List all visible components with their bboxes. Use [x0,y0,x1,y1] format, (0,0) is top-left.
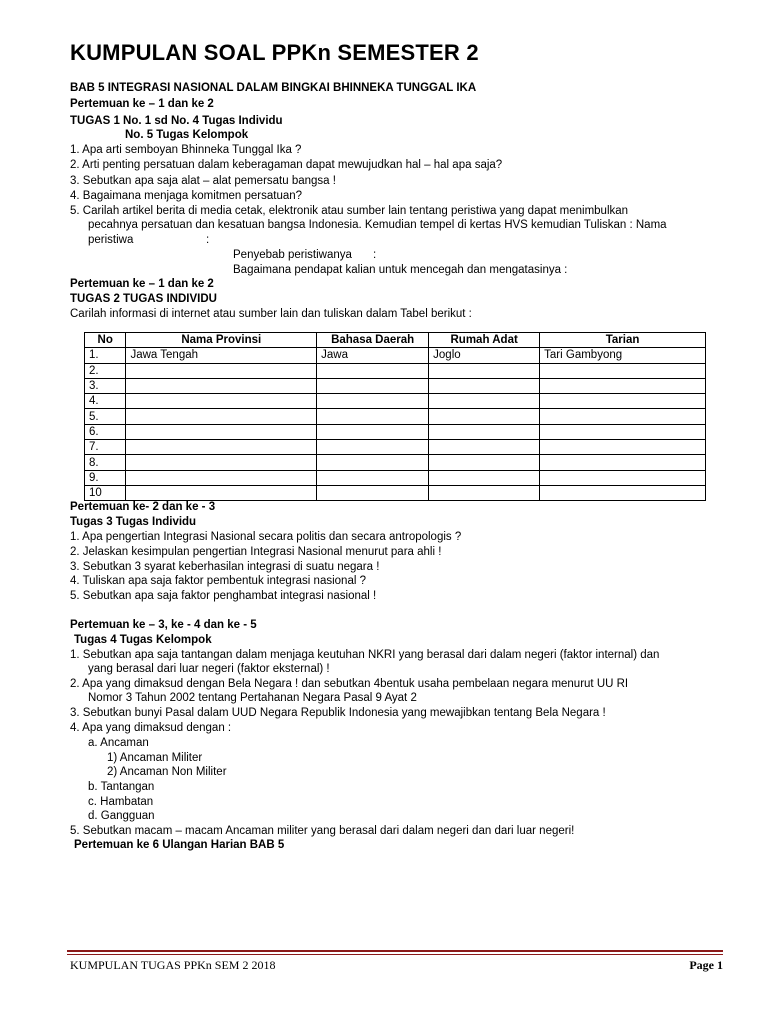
cell-dance [540,363,706,378]
question-continuation: Bagaimana pendapat kalian untuk mencegah dan mengatasinya : [233,264,568,276]
question-item: 5. Sebutkan apa saja faktor penghambat integrasi nasional ! [70,590,377,602]
sub-item: a. Ancaman [88,737,149,749]
header-dance: Tarian [540,333,706,348]
colon: : [206,234,210,246]
cell-language [317,455,429,470]
cell-no: 6. [85,424,126,439]
cell-dance [540,394,706,409]
footer-rule-thin [67,954,723,955]
question-item: 3. Sebutkan 3 syarat keberhasilan integrasi di suatu negara ! [70,561,380,573]
cell-dance [540,485,706,500]
cell-no: 3. [85,378,126,393]
cell-house [429,455,540,470]
question-item: 4. Apa yang dimaksud dengan : [70,722,232,734]
table-row [85,378,706,393]
cell-house [429,409,540,424]
meeting-heading: Pertemuan ke- 2 dan ke - 3 [70,501,216,513]
province-table [84,332,706,501]
cell-no: 9. [85,470,126,485]
question-continuation: yang berasal dari luar negeri (faktor eksternal) ! [88,663,330,675]
cell-dance [540,378,706,393]
cell-province [126,485,317,500]
question-item: 4. Bagaimana menjaga komitmen persatuan? [70,190,303,202]
cell-no: 10 [85,485,126,500]
sub-sub-item: 1) Ancaman Militer [107,752,203,764]
question-item: 4. Tuliskan apa saja faktor pembentuk integrasi nasional ? [70,575,366,587]
cell-house [429,363,540,378]
cell-province [126,424,317,439]
instruction-text: Carilah informasi di internet atau sumber lain dan tuliskan dalam Tabel berikut : [70,308,472,320]
cell-house [429,470,540,485]
cell-no: 8. [85,455,126,470]
table-row [85,470,706,485]
header-no: No [85,333,126,348]
page-number: Page 1 [689,958,723,972]
table-row [85,348,706,363]
question-item: 1. Sebutkan apa saja tantangan dalam menjaga keutuhan NKRI yang berasal dari dalam negeri (faktor internal) dan [70,649,660,661]
table-row [85,409,706,424]
table-header-row [85,333,706,348]
sub-sub-item: 2) Ancaman Non Militer [107,766,227,778]
cell-dance [540,424,706,439]
meeting-heading: Pertemuan ke – 3, ke - 4 dan ke - 5 [70,619,257,631]
cell-no: 5. [85,409,126,424]
cell-no: 2. [85,363,126,378]
table-row [85,424,706,439]
chapter-heading: BAB 5 INTEGRASI NASIONAL DALAM BINGKAI BHINNEKA TUNGGAL IKA [70,82,477,94]
cell-province [126,363,317,378]
meeting-heading: Pertemuan ke – 1 dan ke 2 [70,278,214,290]
cell-dance [540,409,706,424]
question-item: 3. Sebutkan apa saja alat – alat pemersatu bangsa ! [70,175,336,187]
question-continuation: peristiwa [88,234,134,246]
cell-house [429,440,540,455]
table-row [85,485,706,500]
cell-language [317,440,429,455]
question-item: 2. Apa yang dimaksud dengan Bela Negara ! dan sebutkan 4bentuk usaha pembelaan negara menurut UU RI [70,678,629,690]
cell-province [126,440,317,455]
cell-house [429,424,540,439]
question-continuation: pecahnya persatuan dan kesatuan bangsa Indonesia. Kemudian tempel di kertas HVS kemudian Tuliskan : Nama [88,219,667,231]
question-item: 2. Arti penting persatuan dalam keberagaman dapat mewujudkan hal – hal apa saja? [70,159,503,171]
cell-province [126,378,317,393]
table-row [85,363,706,378]
cell-language [317,394,429,409]
table-row [85,455,706,470]
footer-rule [67,950,723,952]
sub-item: d. Gangguan [88,810,155,822]
cell-no: 4. [85,394,126,409]
header-language: Bahasa Daerah [317,333,429,348]
page-title: KUMPULAN SOAL PPKn SEMESTER 2 [70,40,479,65]
task-heading: Tugas 4 Tugas Kelompok [74,634,212,646]
cell-no: 1. [85,348,126,363]
cell-house [429,394,540,409]
cell-province: Jawa Tengah [126,348,317,363]
sub-item: b. Tantangan [88,781,155,793]
meeting-heading: Pertemuan ke – 1 dan ke 2 [70,98,214,110]
question-item: 1. Apa pengertian Integrasi Nasional secara politis dan secara antropologis ? [70,531,462,543]
cell-province [126,470,317,485]
cell-language [317,424,429,439]
colon: : [373,249,377,261]
meeting-heading: Pertemuan ke 6 Ulangan Harian BAB 5 [74,839,285,851]
cell-language [317,485,429,500]
task-heading: TUGAS 2 TUGAS INDIVIDU [70,293,217,305]
cell-language [317,409,429,424]
cell-house [429,378,540,393]
table-row [85,394,706,409]
cell-dance [540,455,706,470]
footer-text: KUMPULAN TUGAS PPKn SEM 2 2018 [70,958,276,972]
question-continuation: Nomor 3 Tahun 2002 tentang Pertahanan Negara Pasal 9 Ayat 2 [88,692,417,704]
table-row [85,440,706,455]
question-item: 2. Jelaskan kesimpulan pengertian Integrasi Nasional menurut para ahli ! [70,546,442,558]
task-heading: TUGAS 1 No. 1 sd No. 4 Tugas Individu [70,115,283,127]
cell-house: Joglo [429,348,540,363]
cell-dance: Tari Gambyong [540,348,706,363]
question-continuation: Penyebab peristiwanya [233,249,352,261]
cell-language [317,378,429,393]
cell-dance [540,470,706,485]
question-item: 5. Carilah artikel berita di media cetak, elektronik atau sumber lain tentang peristiwa yang dapat menimbulkan [70,205,629,217]
cell-language [317,363,429,378]
header-house: Rumah Adat [429,333,540,348]
cell-language [317,470,429,485]
header-province: Nama Provinsi [126,333,317,348]
cell-province [126,394,317,409]
question-item: 5. Sebutkan macam – macam Ancaman militer yang berasal dari dalam negeri dan dari luar negeri! [70,825,575,837]
task-subheading: No. 5 Tugas Kelompok [125,129,249,141]
sub-item: c. Hambatan [88,796,154,808]
task-heading: Tugas 3 Tugas Individu [70,516,197,528]
cell-house [429,485,540,500]
question-item: 3. Sebutkan bunyi Pasal dalam UUD Negara Republik Indonesia yang mewajibkan tentang Bela Negara ! [70,707,606,719]
question-item: 1. Apa arti semboyan Bhinneka Tunggal Ika ? [70,144,302,156]
cell-dance [540,440,706,455]
cell-province [126,409,317,424]
cell-no: 7. [85,440,126,455]
cell-language: Jawa [317,348,429,363]
cell-province [126,455,317,470]
